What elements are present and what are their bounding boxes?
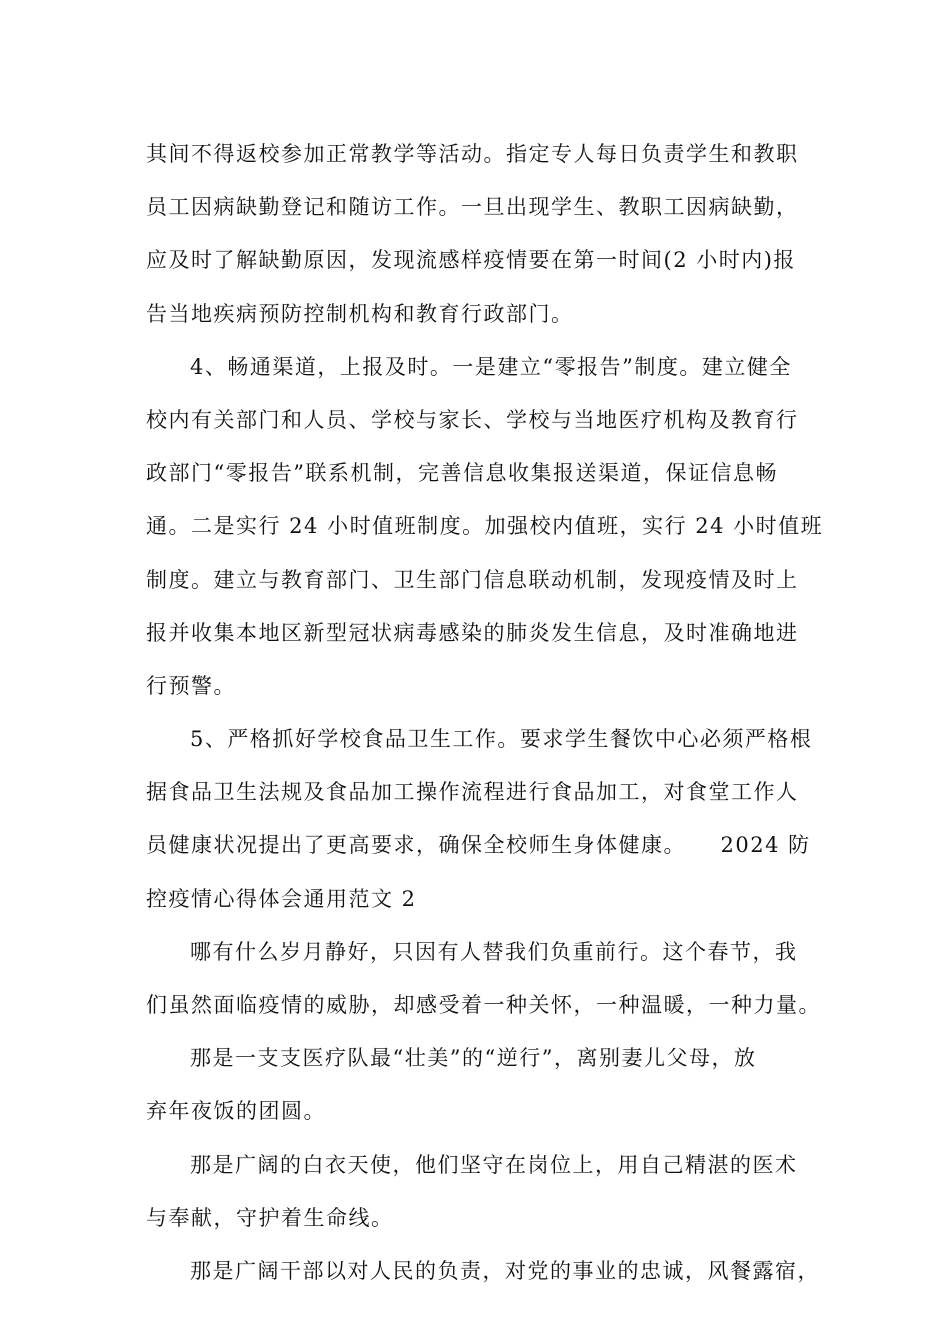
text-line: 们虽然面临疫情的威胁，却感受着一种关怀，一种温暖，一种力量。 [146, 993, 821, 1017]
text-line: 哪有什么岁月静好，只因有人替我们负重前行。这个春节，我 [190, 939, 798, 964]
text-line: 员工因病缺勤登记和随访工作。一旦出现学生、教职工因病缺勤， [146, 195, 799, 220]
text-line: 控疫情心得体会通用范文 2 [146, 886, 417, 911]
text-line: 4、畅通渠道，上报及时。一是建立“零报告”制度。建立健全 [190, 354, 792, 379]
text-line: 其间不得返校参加正常教学等活动。指定专人每日负责学生和教职 [146, 142, 799, 166]
text-line: 行预警。 [146, 673, 236, 698]
text-line: 政部门“零报告”联系机制，完善信息收集报送渠道，保证信息畅 [146, 461, 778, 486]
text-line: 校内有关部门和人员、学校与家长、学校与当地医疗机构及教育行 [146, 407, 799, 432]
text-line: 5、严格抓好学校食品卫生工作。要求学生餐饮中心必须严格根 [190, 727, 813, 752]
text-line: 告当地疾病预防控制机构和教育行政部门。 [146, 301, 574, 326]
text-line: 与奉献，守护着生命线。 [146, 1205, 394, 1230]
text-line: 那是广阔的白衣天使，他们坚守在岗位上，用自己精湛的医术 [190, 1152, 798, 1177]
text-line: 报并收集本地区新型冠状病毒感染的肺炎发生信息，及时准确地进 [146, 620, 799, 645]
text-line: 弃年夜饭的团圆。 [146, 1099, 326, 1124]
text-line: 员健康状况提出了更高要求，确保全校师生身体健康。 2024 防 [146, 833, 811, 858]
text-line: 通。二是实行 24 小时值班制度。加强校内值班，实行 24 小时值班 [146, 514, 824, 539]
text-line: 那是一支支医疗队最“壮美”的“逆行”，离别妻儿父母，放 [190, 1046, 757, 1071]
text-line: 制度。建立与教育部门、卫生部门信息联动机制，发现疫情及时上 [146, 567, 799, 592]
text-line: 据食品卫生法规及食品加工操作流程进行食品加工，对食堂工作人 [146, 780, 799, 805]
document-body [146, 128, 836, 1298]
text-line: 应及时了解缺勤原因，发现流感样疫情要在第一时间(2 小时内)报 [146, 248, 796, 273]
text-line: 那是广阔干部以对人民的负责，对党的事业的忠诚，风餐露宿， [190, 1258, 820, 1283]
